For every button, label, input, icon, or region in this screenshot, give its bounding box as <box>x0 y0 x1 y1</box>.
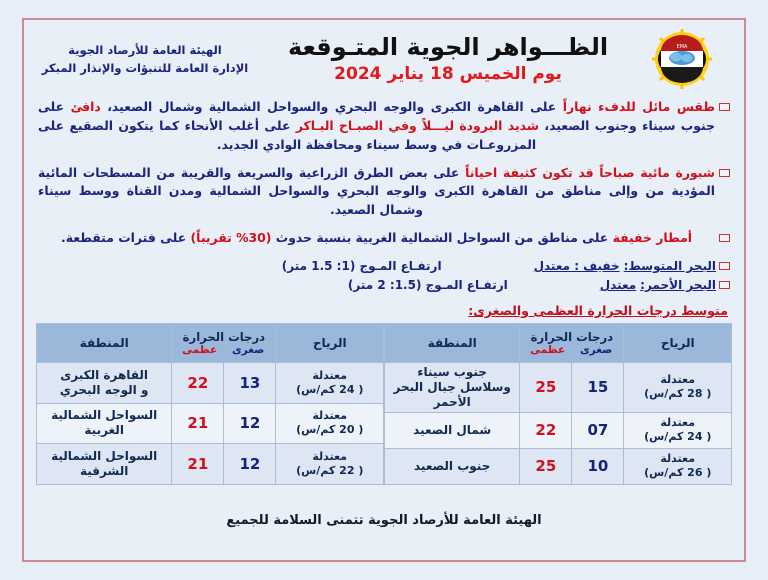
bullet-text-segment: أمطار خفيفة <box>612 230 692 246</box>
cell-temp-max: 21 <box>172 444 224 485</box>
table-header-row <box>37 323 384 362</box>
header-region: المنطقة <box>37 323 172 362</box>
table-header-row <box>385 323 732 362</box>
header-wind: الرياح <box>624 323 732 362</box>
cell-wind: معتدلة ( 24 كم/س) <box>276 362 384 403</box>
cell-wind: معتدلة ( 24 كم/س) <box>624 412 732 448</box>
header-temp-min: صغرى <box>580 344 613 357</box>
forecast-bullets <box>34 96 734 257</box>
cell-temp-max: 25 <box>520 362 572 412</box>
cell-temp-min: 07 <box>572 412 624 448</box>
square-bullet-icon <box>719 281 730 289</box>
cell-temp-min: 10 <box>572 448 624 484</box>
bullet-text <box>38 229 715 248</box>
cell-temp-max: 22 <box>172 362 224 403</box>
sea-state: معتدل <box>599 277 637 292</box>
cell-temp-min: 12 <box>224 444 276 485</box>
temperature-tables <box>34 323 734 485</box>
forecast-date: يوم الخميس 18 يناير 2024 <box>334 63 562 84</box>
table-row <box>37 403 384 444</box>
header-region: المنطقة <box>385 323 520 362</box>
sea-row <box>38 278 730 292</box>
table-row <box>37 444 384 485</box>
cell-region: جنوب سيناء وسلاسل جبال البحر الأحمر <box>385 362 520 412</box>
cell-temp-max: 22 <box>520 412 572 448</box>
bullet-text-segment: على بعض الطرق الزراعية والسريعة والقريبة من المسطحات المائية المؤدية من وإلى مناطق من القاهرة الكبرى والوجه البحري والسواحل الشمالية ومدن القناة ووسط سيناء وشمال الصعيد. <box>38 164 715 218</box>
cell-region: شمال الصعيد <box>385 412 520 448</box>
cell-wind: معتدلة ( 22 كم/س) <box>276 444 384 485</box>
temperature-table-left <box>384 323 732 485</box>
header-temperature-label: درجات الحرارة <box>182 329 266 344</box>
header-wind: الرياح <box>276 323 384 362</box>
table-body-left <box>385 362 732 484</box>
header-temp-max: عظمى <box>182 344 218 357</box>
bullet-text-segment: على أغلب الأنحاء كما يتكون الصقيع على المزروعـات في وسط سيناء ومحافظة الوادي الجديد. <box>38 117 537 152</box>
sea-name: البحر المتوسط: <box>623 258 716 273</box>
cell-region: السواحل الشمالية الشرقية <box>37 444 172 485</box>
header-temp-min: صغرى <box>232 344 265 357</box>
bullet-text-segment: على القاهرة الكبرى والوجه البحري والسواحل الشمالية وشمال الصعيد، <box>100 99 563 114</box>
cell-temp-min: 13 <box>224 362 276 403</box>
temperature-table-right <box>36 323 384 485</box>
sea-wave-height: ارتفـاع المـوج (1: 1.5 متر) <box>281 258 442 273</box>
bullet-text-segment: شديد البرودة ليـــلاً وفي الصبـاح البـاكر <box>295 117 539 133</box>
cell-region: السواحل الشمالية الغربية <box>37 403 172 444</box>
sea-state: خفيف : معتدل <box>533 258 620 273</box>
table-row <box>385 362 732 412</box>
bullet-text-segment: طقس مائل للدفء نهاراً <box>562 99 715 114</box>
bullet-text-segment: على مناطق من السواحل الشمالية الغربية بنسبة حدوث <box>271 230 613 246</box>
department-name: الإدارة العامة للتنبؤات والإنذار المبكر <box>41 61 249 75</box>
header-temperature <box>520 323 624 362</box>
bullet-text-segment: (30% تقريباً) <box>190 230 272 246</box>
page-frame <box>22 18 746 562</box>
square-bullet-icon <box>719 103 730 111</box>
title-block <box>250 34 636 86</box>
bullet-text <box>38 164 715 221</box>
square-bullet-icon <box>719 169 730 177</box>
square-bullet-icon <box>719 262 730 270</box>
table-row <box>385 448 732 484</box>
page-title: الظـــواهر الجوية المتـوقعة <box>287 33 609 62</box>
table-row <box>385 412 732 448</box>
forecast-bullet <box>38 229 730 248</box>
bullet-text-segment: شبورة مائية صباحاً قد تكون كثيفة احياناً <box>465 164 715 180</box>
table-row <box>37 362 384 403</box>
cell-temp-min: 15 <box>572 362 624 412</box>
cell-wind: معتدلة ( 26 كم/س) <box>624 448 732 484</box>
svg-text:EMA: EMA <box>676 44 688 50</box>
cell-region: القاهرة الكبرى و الوجه البحري <box>37 362 172 403</box>
cell-region: جنوب الصعيد <box>385 448 520 484</box>
bullet-text-segment: دافئ <box>70 99 101 114</box>
cell-temp-min: 12 <box>224 403 276 444</box>
sea-wave-height: ارتفـاع المـوج (1.5: 2 متر) <box>347 277 508 292</box>
bullet-text <box>38 98 715 155</box>
square-bullet-icon <box>719 234 730 242</box>
sea-name: البحر الأحمر: <box>640 277 716 292</box>
organization-block <box>40 42 250 78</box>
cell-wind: معتدلة ( 28 كم/س) <box>624 362 732 412</box>
table-body-right <box>37 362 384 484</box>
organization-name: الهيئة العامة للأرصاد الجوية <box>68 43 222 58</box>
forecast-bullet <box>38 98 730 155</box>
header-temperature-label: درجات الحرارة <box>530 329 614 344</box>
cell-temp-max: 21 <box>172 403 224 444</box>
bullet-text-segment: على جنوب سيناء وجنوب الصعيد، <box>38 99 716 133</box>
sea-row <box>38 259 730 273</box>
sea-conditions <box>34 257 734 297</box>
cell-temp-max: 25 <box>520 448 572 484</box>
forecast-bullet <box>38 164 730 221</box>
page-header <box>34 24 734 96</box>
header-temp-max: عظمى <box>530 344 566 357</box>
page-footer: الهيئة العامة للأرصاد الجوية تتمنى السلامة للجميع <box>226 512 542 528</box>
header-temperature <box>172 323 276 362</box>
temperature-section-heading: متوسط درجات الحرارة العظمى والصغرى: <box>468 302 728 318</box>
bullet-text-segment: على فترات متقطعة. <box>60 230 191 246</box>
cell-wind: معتدلة ( 20 كم/س) <box>276 403 384 444</box>
ema-sun-cloud-logo-icon <box>636 29 728 91</box>
